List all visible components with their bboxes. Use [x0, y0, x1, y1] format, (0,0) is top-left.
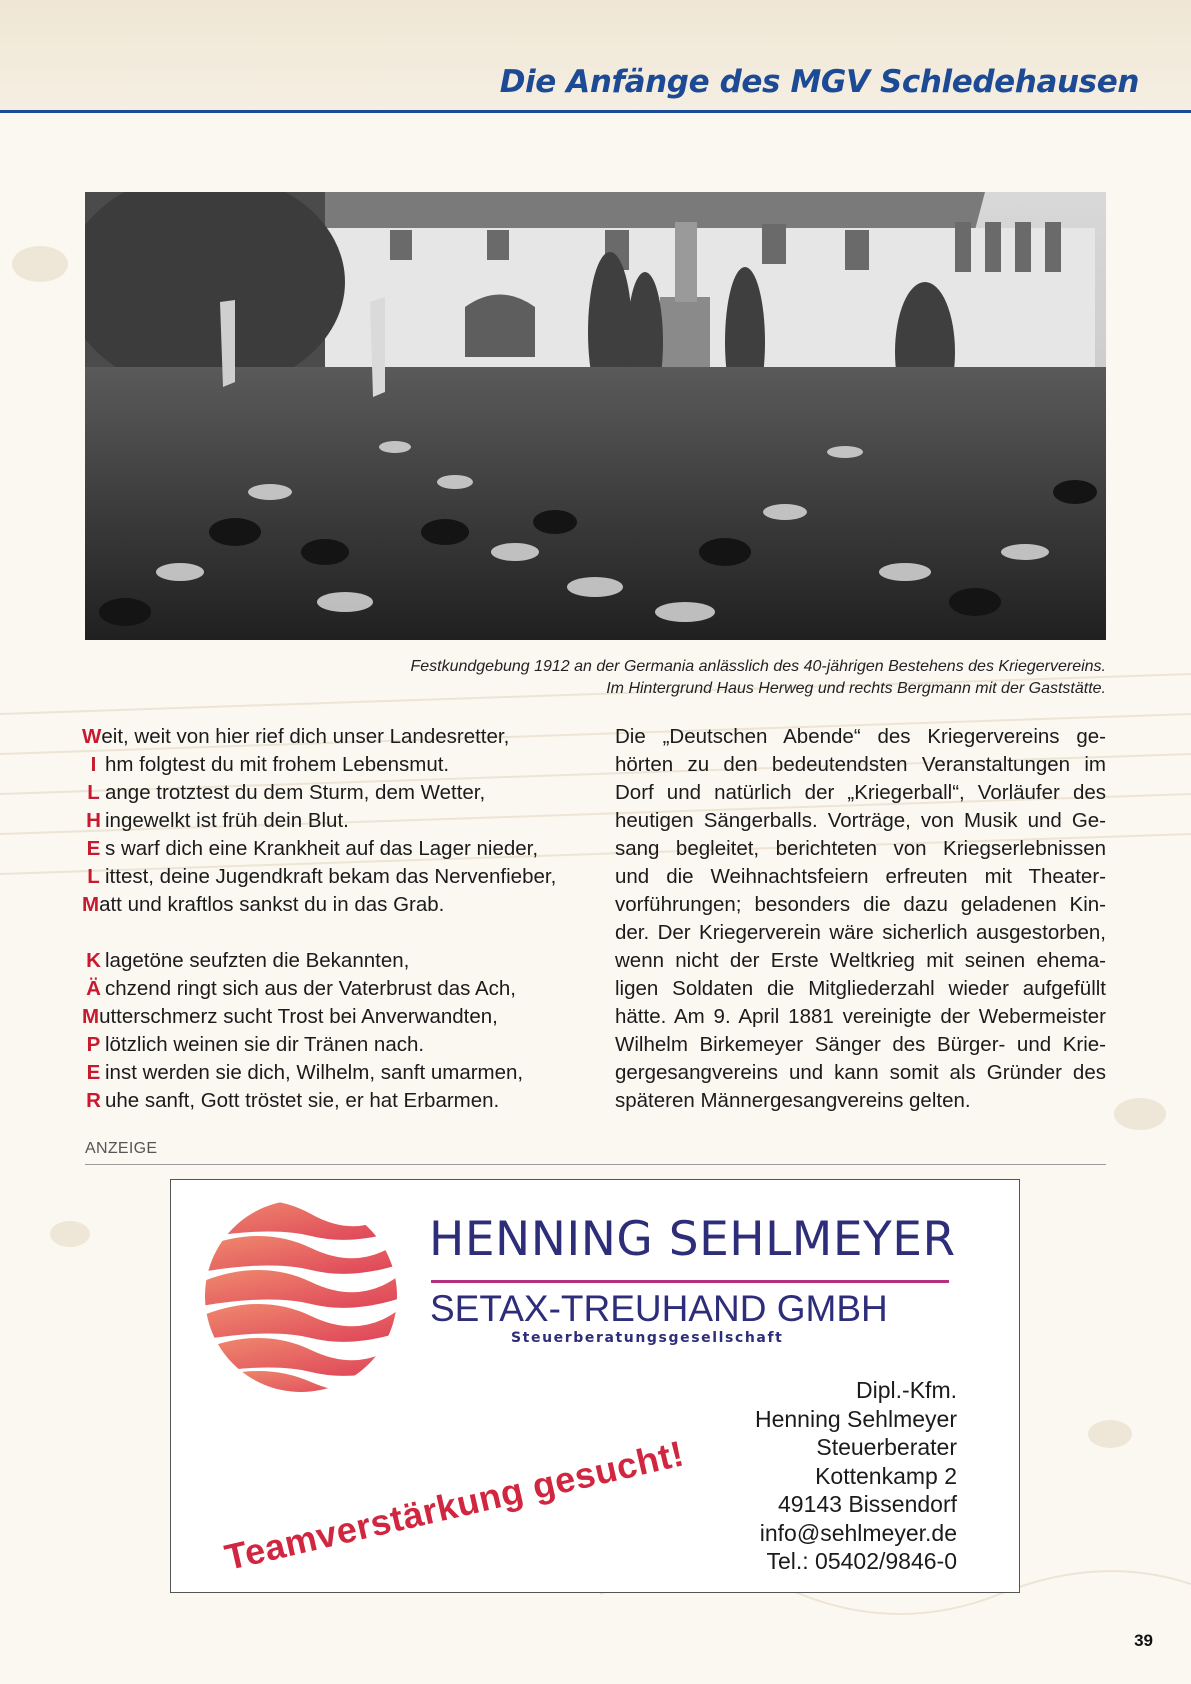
caption-line: Im Hintergrund Haus Herweg und rechts Bergmann mit der Gaststätte. [606, 680, 1106, 697]
header-rule [0, 110, 1191, 113]
poem-line-text: s warf dich eine Krankheit auf das Lager nieder, [105, 837, 539, 860]
poem-line-text: att und kraftlos sankst du in das Grab. [99, 893, 445, 916]
contact-email[interactable]: info@sehlmeyer.de [759, 1519, 957, 1546]
acrostic-poem [82, 723, 602, 1115]
ad-accent-bar [431, 1280, 949, 1283]
ad-company-name: SETAX-TREUHAND GMBH [430, 1288, 888, 1329]
ad-contact-block [755, 1376, 957, 1576]
poem-line-text: lagetöne seufzten die Bekannten, [105, 949, 410, 972]
poem-line [82, 863, 602, 891]
article-line: vorführungen; besonders die dazu geladenen Kin- [615, 893, 1106, 916]
poem-line-text: ange trotztest du dem Sturm, dem Wetter, [105, 781, 486, 804]
poem-line-text: uhe sanft, Gott tröstet sie, er hat Erbarmen. [105, 1089, 500, 1112]
page-title: Die Anfänge des MGV Schledehausen [499, 64, 1139, 100]
article-line: späteren Männergesangvereins gelten. [615, 1089, 971, 1112]
poem-line-text: ittest, deine Jugendkraft bekam das Nervenfieber, [105, 865, 557, 888]
contact-line: Steuerberater [816, 1434, 957, 1460]
article-line: und die Weihnachtsfeiern erfreuten mit Theater- [615, 865, 1106, 888]
article-line: sang begleitet, berichteten von Kriegserlebnissen [615, 837, 1106, 860]
article-line: Die „Deutschen Abende“ des Kriegervereins ge- [615, 725, 1106, 748]
contact-line: Dipl.-Kfm. [856, 1377, 957, 1403]
article-line: gergesangvereins und kann somit als Gründer des [615, 1061, 1106, 1084]
wave-logo-icon [201, 1196, 401, 1396]
acrostic-letter: L [87, 865, 100, 888]
contact-phone[interactable]: Tel.: 05402/9846-0 [766, 1548, 957, 1574]
acrostic-letter: E [86, 837, 101, 860]
poem-line [82, 807, 602, 835]
article-line: hätte. Am 9. April 1881 vereinigte der Webermeister [615, 1005, 1106, 1028]
poem-line [82, 1003, 602, 1031]
contact-line: Henning Sehlmeyer [754, 1405, 957, 1432]
poem-line [82, 975, 602, 1003]
poem-line-text: ingewelkt ist früh dein Blut. [105, 809, 349, 832]
ad-divider [85, 1164, 1106, 1165]
article-line: der. Der Kriegerverein wäre sicherlich ausgestorben, [615, 921, 1106, 944]
poem-line [82, 1031, 602, 1059]
poem-line [82, 835, 602, 863]
poem-line [82, 751, 602, 779]
acrostic-letter: P [86, 1033, 101, 1056]
acrostic-letter: E [86, 1061, 101, 1084]
ad-company-subtitle: Steuerberatungsgesellschaft [511, 1330, 784, 1346]
contact-line: Kottenkamp 2 [815, 1462, 957, 1489]
acrostic-letter: H [86, 809, 101, 832]
poem-line [82, 779, 602, 807]
poem-line [82, 1087, 602, 1115]
article-text [615, 723, 1106, 1115]
acrostic-letter: I [90, 753, 97, 776]
acrostic-letter: W [82, 725, 102, 748]
article-line: heutigen Sängerballs. Vorträge, von Musik und Ge- [615, 809, 1106, 832]
poem-line [82, 947, 602, 975]
poem-line [82, 723, 602, 751]
stanza-gap [82, 919, 602, 947]
article-line: Dorf und natürlich der „Kriegerball“, Vorläufer des [615, 781, 1106, 804]
acrostic-letter: M [82, 1005, 100, 1028]
ad-slogan: Teamverstärkung gesucht! [221, 1432, 688, 1578]
article-line: Wilhelm Birkemeyer Sänger des Bürger- und Krie- [615, 1033, 1106, 1056]
acrostic-letter: Ä [86, 977, 101, 1000]
acrostic-letter: M [82, 893, 100, 916]
acrostic-letter: K [86, 949, 101, 972]
advertisement[interactable] [170, 1179, 1020, 1593]
poem-line-text: inst werden sie dich, Wilhelm, sanft umarmen, [105, 1061, 524, 1084]
ad-label: ANZEIGE [85, 1140, 158, 1157]
photo-caption [410, 656, 1106, 700]
photo-illustration [85, 192, 1106, 640]
poem-line-text: lötzlich weinen sie dir Tränen nach. [105, 1033, 425, 1056]
poem-line [82, 891, 602, 919]
poem-line-text: hm folgtest du mit frohem Lebensmut. [105, 753, 450, 776]
historic-photo [85, 192, 1106, 640]
article-line: wenn nicht der Erste Weltkrieg mit seinen ehema- [615, 949, 1106, 972]
acrostic-letter: R [86, 1089, 101, 1112]
contact-line: 49143 Bissendorf [777, 1491, 957, 1517]
article-line: ligen Soldaten die Mitgliederzahl wieder aufgefüllt [615, 977, 1106, 1000]
page-number: 39 [1134, 1631, 1153, 1650]
article-line: hörten zu den bedeutendsten Veranstaltungen im [615, 753, 1106, 776]
poem-line [82, 1059, 602, 1087]
poem-line-text: eit, weit von hier rief dich unser Landesretter, [101, 725, 510, 748]
acrostic-letter: L [87, 781, 100, 804]
caption-line: Festkundgebung 1912 an der Germania anlässlich des 40-jährigen Bestehens des Kriegervereins. [410, 658, 1106, 675]
poem-line-text: utterschmerz sucht Trost bei Anverwandten, [99, 1005, 498, 1028]
poem-line-text: chzend ringt sich aus der Vaterbrust das Ach, [105, 977, 516, 1000]
ad-person-name: HENNING SEHLMEYER [429, 1212, 956, 1267]
